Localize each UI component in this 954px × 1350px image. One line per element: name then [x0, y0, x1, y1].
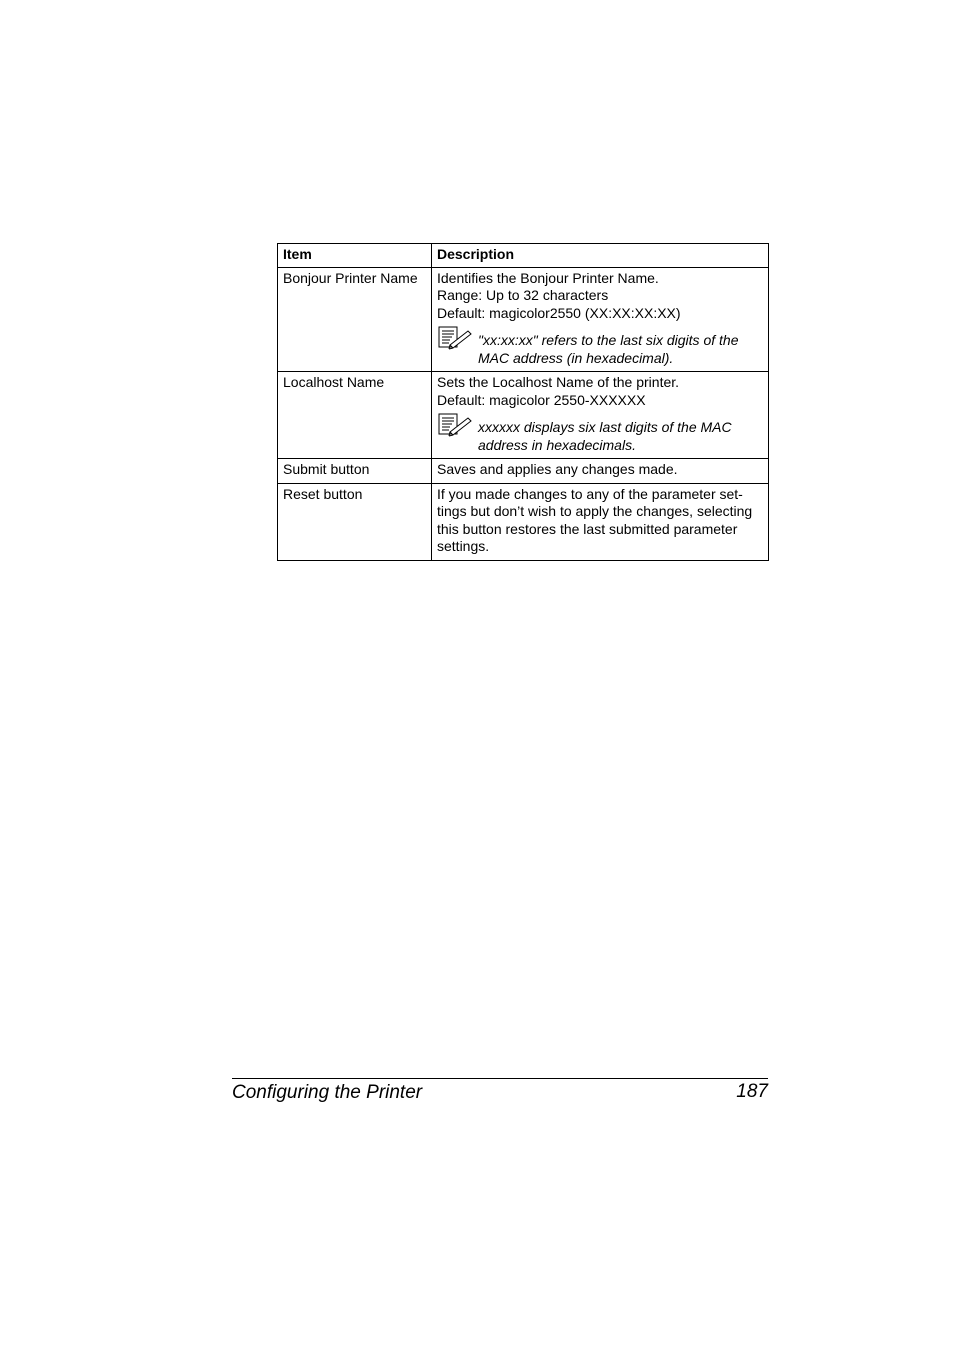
footer-divider [232, 1078, 768, 1079]
parameter-table [277, 243, 769, 561]
description-line: tings but don’t wish to apply the changes, selecting [437, 503, 753, 519]
row-item: Reset button [278, 483, 432, 560]
description-line: Saves and applies any changes made. [437, 461, 678, 477]
note-pencil-icon [438, 413, 472, 437]
column-header-description: Description [432, 244, 769, 268]
description-line: this button restores the last submitted parameter [437, 520, 738, 537]
footer-chapter-title: Configuring the Printer [232, 1082, 423, 1103]
row-item: Localhost Name [278, 372, 432, 459]
column-header-item: Item [278, 244, 432, 268]
description-line: settings. [437, 538, 490, 554]
note-text: xxxxxx displays six last digits of the MAC address in hexadecimals. [478, 419, 732, 453]
note [437, 332, 763, 367]
description-line: Range: Up to 32 characters [437, 287, 609, 303]
row-description [432, 459, 769, 484]
note [437, 419, 763, 454]
table-header-row [278, 244, 769, 268]
description-line: Default: magicolor2550 (XX:XX:XX:XX) [437, 304, 681, 321]
row-item: Bonjour Printer Name [278, 267, 432, 372]
table-row [278, 267, 769, 372]
row-description [432, 483, 769, 560]
table-row [278, 459, 769, 484]
note-text: "xx:xx:xx" refers to the last six digits of the MAC address (in hexadecimal). [478, 332, 739, 366]
row-description [432, 267, 769, 372]
description-line: If you made changes to any of the parameter set- [437, 485, 743, 502]
note-pencil-icon [438, 326, 472, 350]
description-line: Identifies the Bonjour Printer Name. [437, 269, 659, 286]
description-line: Default: magicolor 2550-XXXXXX [437, 391, 646, 408]
row-description [432, 372, 769, 459]
description-line: Sets the Localhost Name of the printer. [437, 374, 680, 390]
row-item: Submit button [278, 459, 432, 484]
table-row [278, 372, 769, 459]
table-row [278, 483, 769, 560]
footer-page-number: 187 [736, 1081, 768, 1102]
